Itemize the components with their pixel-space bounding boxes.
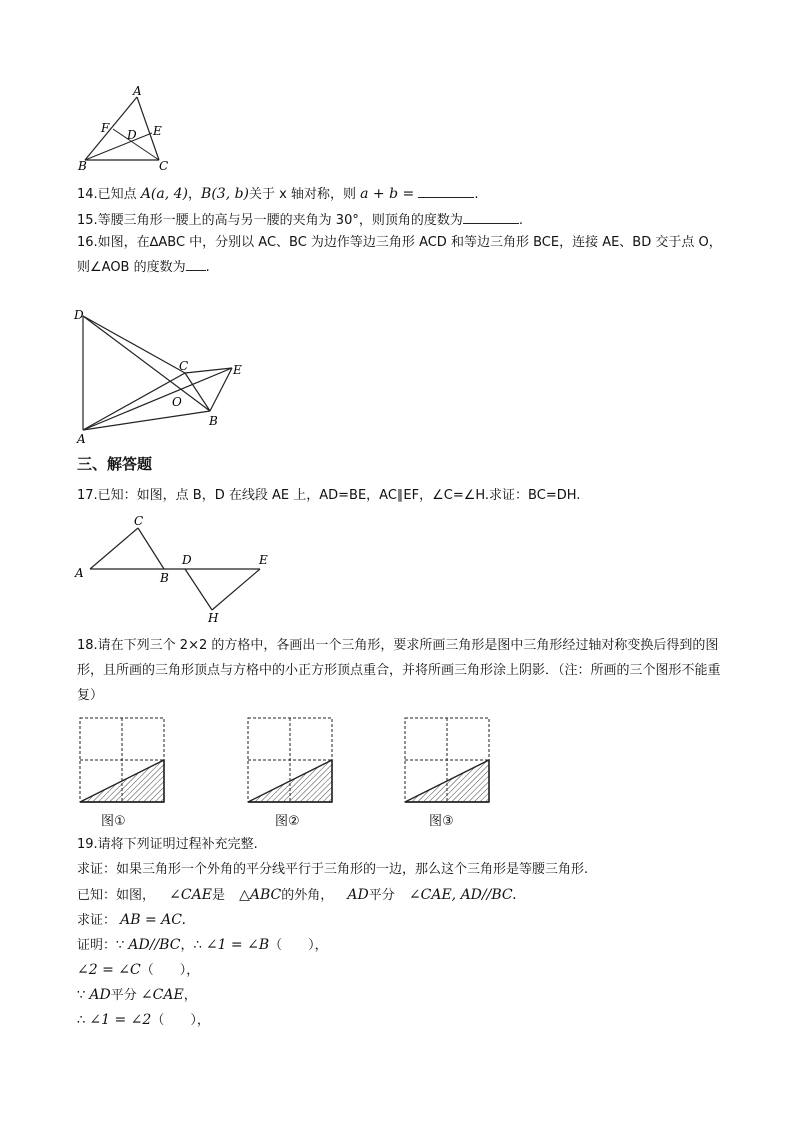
grid-2[interactable] [248,718,332,802]
q19-proof-l1-mid: ，∴ [180,938,206,953]
shaded-triangle [248,760,332,802]
label-a: A [133,85,142,98]
label-b: B [160,571,169,585]
q19-given-tri: △ABC [239,887,282,903]
figure-18-grids [70,712,500,807]
q14-sep: ， [188,187,202,202]
question-14 [77,183,479,204]
q19-proof-l1-reason[interactable]: （ ）， [269,938,328,953]
label-b: B [209,414,218,428]
q14-prefix: 14.已知点 [77,187,141,202]
caption-figure-1: 图① [101,814,126,829]
q19-intro: 19.请将下列证明过程补充完整. [77,837,258,852]
label-h: H [208,611,219,625]
q16-answer-blank[interactable] [186,256,206,271]
caption-figure-3: 图③ [429,814,454,829]
q14-end: . [474,187,479,202]
question-19-intro [77,836,258,854]
label-c: C [159,159,169,173]
q14-answer-blank[interactable] [418,183,474,198]
segment-cb [138,528,164,569]
q19-given-angle: ∠CAE [169,887,212,903]
segment-dh [185,569,212,610]
label-d: D [127,128,137,142]
label-c: C [179,359,189,373]
edge-ab [83,411,210,430]
q19-proof-l3-mid: 平分 [110,988,137,1003]
label-b: B [78,159,87,173]
q15-end: . [518,213,523,228]
edge-be [210,368,232,411]
section-heading: 三、解答题 [77,455,153,473]
segment-be [85,133,152,160]
label-a: A [77,432,86,446]
q19-proof-l3-ad: AD [89,987,111,1003]
edge-ac [83,373,185,430]
question-15 [77,209,523,230]
q19-proof-l3-angle: ∠CAE [140,987,184,1003]
q19-given-mid2: 的外角， [281,888,334,903]
question-19-prove [77,911,186,930]
q19-proof-l3-end: ， [183,988,197,1003]
q16-text: 16.如图，在∆ABC 中，分别以 AC、BC 为边作等边三角形 ACD 和等边三角形 BCE，连接 AE、BD 交于点 O，则∠AOB 的度数为 [77,235,722,275]
q19-proof-l2-angle: ∠2 = ∠C [77,962,141,978]
label-e: E [233,363,242,377]
label-e: E [259,553,268,567]
proof-line-3 [77,986,197,1005]
q18-text: 18.请在下列三个 2×2 的方格中，各画出一个三角形，要求所画三角形是图中三角形经过轴对称变换后得到的图形，且所画的三角形顶点与方格中的小正方形顶点重合，并将所画三角形涂上阴影．（注：所画的三个图形不能重复） [77,638,721,703]
q19-prove-prefix: 求证： [77,913,117,928]
q19-proof-l2-reason[interactable]: （ ）， [140,963,200,978]
question-18 [77,633,727,708]
grid-1[interactable] [80,718,164,802]
q19-proof-l4-reason[interactable]: （ ）， [151,1013,210,1028]
figure-17 [72,513,272,628]
q19-proof-l1-expr: AD//BC [128,937,181,953]
q19-given-ad: AD [347,887,369,903]
question-16 [77,230,727,280]
proof-line-4 [77,1011,210,1030]
label-d: D [74,308,84,322]
shaded-triangle [80,760,164,802]
q14-text: 关于 x 轴对称，则 [249,187,361,202]
q19-given-rest: ∠CAE, AD//BC. [408,887,517,903]
label-f: F [101,121,110,135]
q14-point-a: A(a, 4) [140,186,189,202]
q19-given-mid: 是 [211,888,225,903]
figure-triangle-cevians [75,85,175,175]
q15-text: 15.等腰三角形一腰上的高与另一腰的夹角为 30°，则顶角的度数为 [77,213,463,228]
q19-given-bisect: 平分 [368,888,395,903]
q15-answer-blank[interactable] [463,209,519,224]
q14-point-b: B(3, b) [201,186,250,202]
q19-given-prefix: 已知：如图， [77,888,156,903]
proof-line-2 [77,961,199,980]
q19-proof-prefix: 证明：∵ [77,938,129,953]
edge-dc [83,316,185,373]
question-19-statement [77,861,588,879]
q19-proof-l4-prefix: ∴ [77,1013,90,1028]
label-c: C [134,514,144,528]
label-o: O [172,395,182,409]
q14-expr: a + b = [360,186,415,202]
q17-text: 17.已知：如图，点 B，D 在线段 AE 上，AD=BE，AC∥EF，∠C=∠H.求证：BC=DH. [77,488,581,503]
label-e: E [153,124,162,138]
q19-proof-l1-angle: ∠1 = ∠B [205,937,270,953]
segment-he [212,569,260,610]
grid-3[interactable] [405,718,489,802]
label-d: D [182,553,192,567]
q16-end: . [205,260,210,275]
shaded-triangle [405,760,489,802]
q19-prove-statement: 求证：如果三角形一个外角的平分线平行于三角形的一边，那么这个三角形是等腰三角形. [77,862,589,877]
q19-proof-l4-angle: ∠1 = ∠2 [89,1012,152,1028]
question-17 [77,487,580,505]
question-19-given [77,886,517,905]
q19-proof-l3-prefix: ∵ [77,988,90,1003]
q19-prove-expr: AB = AC. [120,912,186,928]
label-a: A [75,566,84,580]
figure-16 [72,305,277,447]
proof-line-1 [77,936,328,955]
edge-db [83,316,210,411]
caption-figure-2: 图② [275,814,300,829]
segment-ac [90,528,138,569]
